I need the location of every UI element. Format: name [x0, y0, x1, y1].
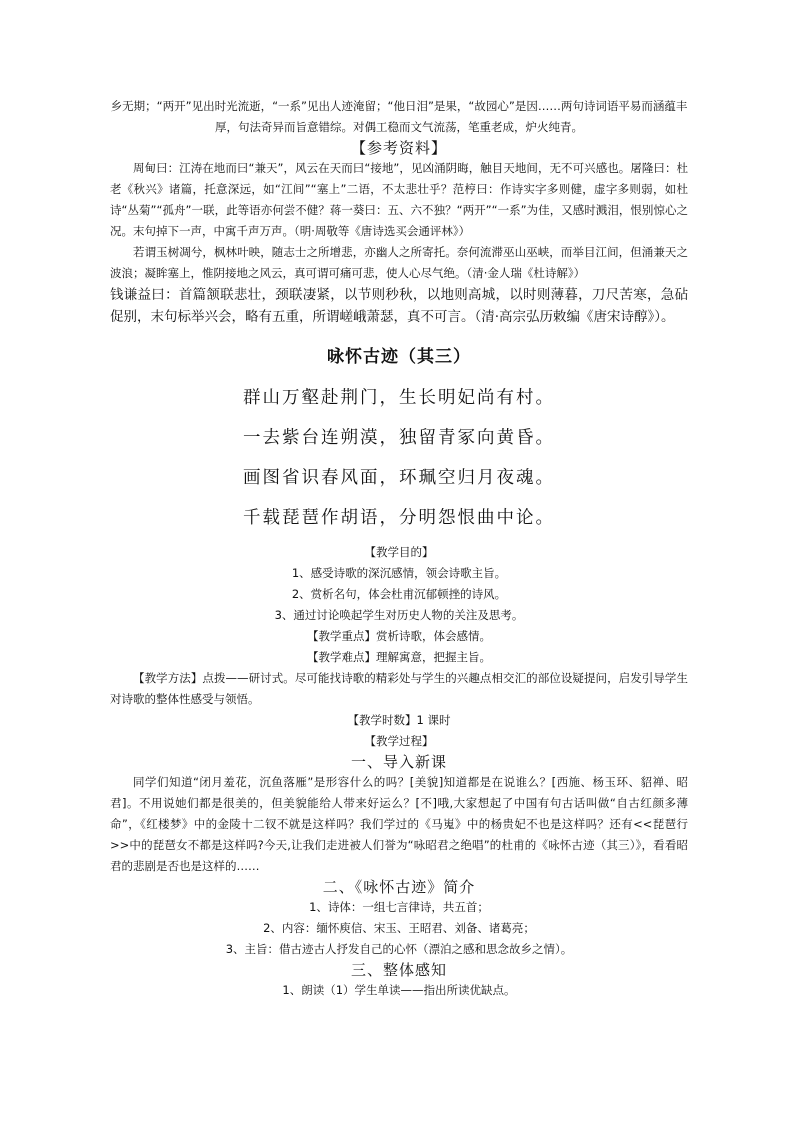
teaching-process-heading: 【教学过程】: [364, 734, 434, 748]
reference-paragraph-2: 若谓玉树凋兮，枫林叶映，随志士之所增悲，亦幽人之所寄托。奈何流滞巫山巫峡，而举目江间，但涌兼天之波浪；凝眸塞上，惟阴接地之风云，真可谓可痛可悲，使人心尽气绝。（清·金人瑞《杜诗解》）: [110, 245, 688, 280]
difficulty: 【教学难点】理解寓意，把握主旨。: [307, 650, 491, 664]
goal-item-2: 2、赏析名句，体会杜甫沉郁顿挫的诗风。: [291, 587, 507, 601]
perception-item-1: 1、朗读（1）学生单读——指出所读优缺点。: [282, 983, 516, 997]
poem-line-2: 一去紫台连朔漠，独留青冢向黄昏。: [243, 428, 555, 448]
intro-item-3: 3、主旨：借古迹古人抒发自己的心怀（漂泊之感和思念故乡之情）。: [225, 942, 573, 956]
teaching-method: 【教学方法】点拨——研讨式。尽可能找诗歌的精彩处与学生的兴趣点相交汇的部位设疑提问，启发引导学生对诗歌的整体性感受与领悟。: [110, 671, 688, 706]
poem-line-1: 群山万壑赴荆门，生长明妃尚有村。: [243, 388, 555, 408]
document-page: [110, 96, 688, 1001]
top-paragraph: 乡无期；“两开”见出时光流逝，“一系”见出人迹淹留；“他日泪”是果，“故园心”是因……两句诗词语平易而涵蕴丰厚，句法奇异而旨意错综。对偶工稳而文气流荡，笔重老成，炉火纯青。: [110, 99, 688, 134]
goal-heading: 【教学目的】: [364, 545, 434, 559]
section-3-heading: 三、整体感知: [350, 961, 447, 979]
reference-heading: 【参考资料】: [350, 139, 447, 157]
teaching-hours: 【教学时数】1 课时: [347, 713, 451, 727]
intro-item-1: 1、诗体：一组七言律诗，共五首；: [309, 900, 489, 914]
intro-paragraph: 同学们知道“闭月羞花，沉鱼落雁”是形容什么的吗？[美貌]知道都是在说谁么？[西施、杨玉环、貂禅、昭君]。不用说她们都是很美的，但美貌能给人带来好运么？[不]哦,大家想起了中国有句古话叫做“自古红颜多薄命”，《红楼梦》中的金陵十二钗不就是这样吗？我们学过的《马嵬》中的杨贵妃不也是这样吗？还有<<琵琶行>>中的琵琶女不都是这样吗?今天,让我们走进被人们誉为“咏昭君之绝唱”的杜甫的《咏怀古迹（其三）》，看看昭君的悲剧是否也是这样的……: [110, 775, 688, 873]
poem-title: 咏怀古迹（其三）: [327, 347, 471, 367]
poem-line-3: 画图省识春风面，环珮空归月夜魂。: [243, 468, 555, 488]
poem-line-4: 千载琵琶作胡语，分明怨恨曲中论。: [243, 508, 555, 528]
reference-paragraph-1: 周甸曰：江涛在地而曰“兼天”，风云在天而曰“接地”，见凶涌阴晦，触目天地间，无不可兴感也。屠隆曰：杜老《秋兴》诸篇，托意深远，如“江间”“塞上”二语，不太悲壮乎？范梈曰：作诗实字多则健，虚字多则弱，如杜诗“丛菊”“孤舟”一联，此等语亦何尝不健？蒋一葵曰：五、六不独？“两开”“一系”为佳，又感时溅泪，恨别惊心之况。末句掉下一声，中寓千声万声。（明·周敬等《唐诗选买会通评林》）: [110, 161, 688, 238]
section-2-heading: 二、《咏怀古迹》简介: [322, 878, 476, 896]
intro-item-2: 2、内容：缅怀庾信、宋玉、王昭君、刘备、诸葛亮；: [263, 921, 535, 935]
qian-qianyi-paragraph: 钱谦益曰：首篇颔联悲壮，颈联凄紧，以节则秒秋，以地则高城，以时则薄暮，刀尺苦寒，急砧促别，末句标举兴会，略有五重，所谓嵯峨萧瑟，真不可言。（清·高宗弘历敕编《唐宋诗醇》）。: [110, 287, 688, 325]
key-point: 【教学重点】赏析诗歌，体会感情。: [307, 629, 491, 643]
section-1-heading: 一、导入新课: [350, 753, 447, 771]
goal-item-1: 1、感受诗歌的深沉感情，领会诗歌主旨。: [291, 566, 507, 580]
goal-item-3: 3、通过讨论唤起学生对历史人物的关注及思考。: [274, 608, 524, 622]
